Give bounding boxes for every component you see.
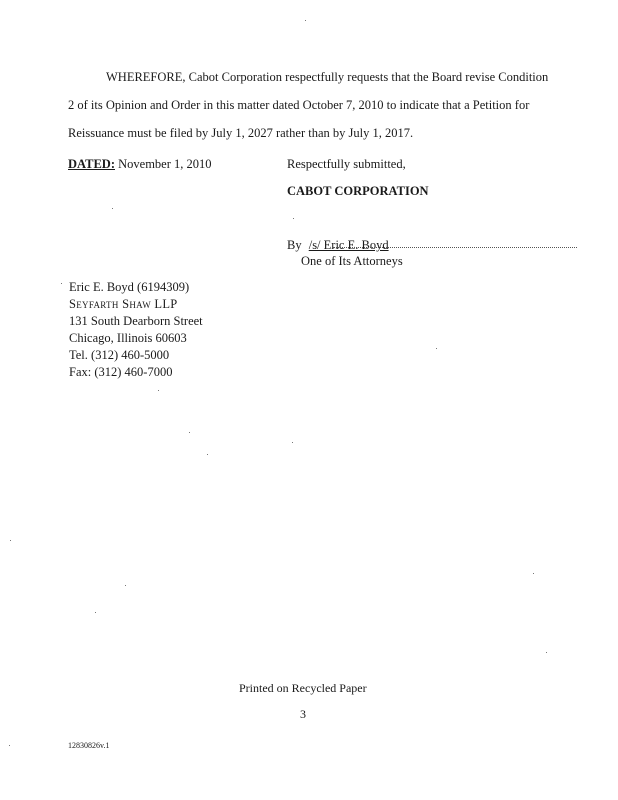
paragraph-line-3: Reissuance must be filed by July 1, 2027 rather than by July 1, 2017. (68, 126, 414, 140)
recycled-note: Printed on Recycled Paper (239, 681, 367, 695)
paragraph-line-1: WHEREFORE, Cabot Corporation respectfully requests that the Board revise Condition (106, 70, 549, 84)
signature-line (287, 238, 389, 253)
signature-text: /s/ Eric E. Boyd (308, 238, 389, 252)
scan-speck (546, 652, 547, 653)
attorney-name: Eric E. Boyd (6194309) (69, 280, 190, 294)
by-label: By (287, 238, 302, 252)
law-firm: Seyfarth Shaw LLP (69, 297, 178, 311)
firm-fax: Fax: (312) 460-7000 (69, 365, 173, 379)
attorney-block (69, 279, 203, 381)
scan-speck (125, 585, 126, 586)
company-name: CABOT CORPORATION (287, 184, 429, 198)
firm-city: Chicago, Illinois 60603 (69, 331, 187, 345)
scan-speck (292, 442, 293, 443)
closing-text: Respectfully submitted, (287, 157, 406, 171)
dated-line (68, 157, 212, 172)
scan-speck (10, 540, 11, 541)
firm-street: 131 South Dearborn Street (69, 314, 203, 328)
signer-title: One of Its Attorneys (301, 254, 403, 268)
scan-speck (533, 573, 534, 574)
page-number: 3 (300, 707, 306, 721)
scan-speck (158, 390, 159, 391)
scan-speck (95, 612, 96, 613)
signature-rule (333, 247, 577, 248)
paragraph-line-2: 2 of its Opinion and Order in this matter dated October 7, 2010 to indicate that a Petition for (68, 98, 530, 112)
scan-speck (9, 745, 10, 746)
scan-speck (305, 20, 306, 21)
scan-speck (189, 432, 190, 433)
scan-speck (436, 348, 437, 349)
scan-speck (207, 454, 208, 455)
firm-tel: Tel. (312) 460-5000 (69, 348, 170, 362)
dated-label: DATED: (68, 157, 115, 171)
document-id: 12830826v.1 (68, 741, 110, 750)
scan-speck (61, 283, 62, 284)
scan-speck (112, 208, 113, 209)
dated-value: November 1, 2010 (118, 157, 212, 171)
scan-speck (293, 218, 294, 219)
